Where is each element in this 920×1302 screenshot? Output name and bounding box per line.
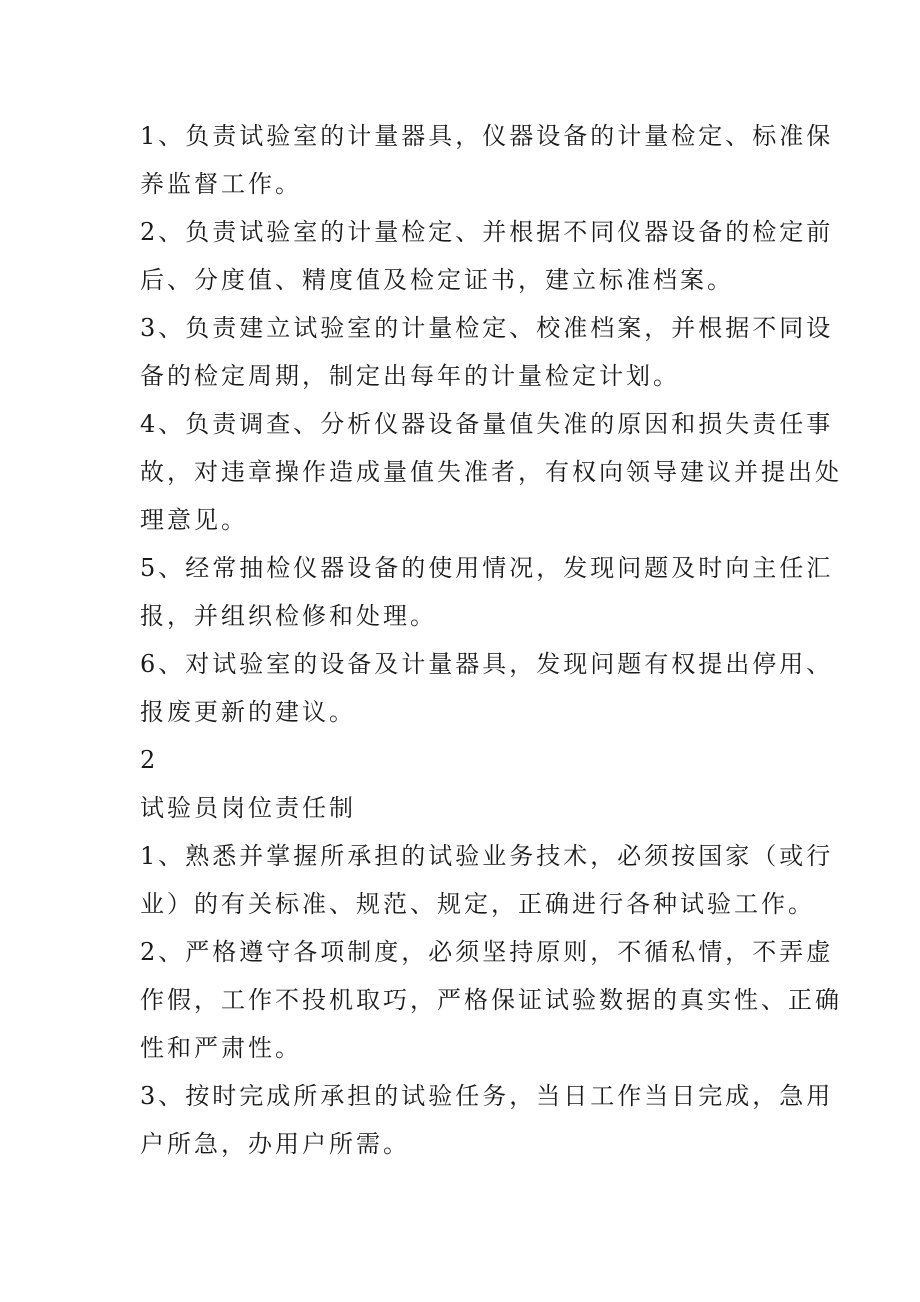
list-item — [140, 640, 834, 736]
text-line: 养监督工作。 — [140, 170, 302, 198]
text-line: 后、分度值、精度值及检定证书，建立标准档案。 — [140, 266, 734, 294]
text-line: 户所急，办用户所需。 — [140, 1130, 410, 1158]
section-title: 试验员岗位责任制 — [140, 794, 356, 822]
text-line: 2、严格遵守各项制度，必须坚持原则，不循私情，不弄虚 — [140, 938, 834, 966]
section-number: 2 — [140, 746, 159, 774]
text-line: 备的检定周期，制定出每年的计量检定计划。 — [140, 362, 680, 390]
text-line: 故，对违章操作造成量值失准者，有权向领导建议并提出处 — [140, 458, 842, 486]
text-line: 2、负责试验室的计量检定、并根据不同仪器设备的检定前 — [140, 218, 834, 246]
list-item — [140, 400, 842, 544]
text-line: 理意见。 — [140, 506, 248, 534]
list-item — [140, 208, 834, 304]
list-item — [140, 928, 842, 1072]
list-item — [140, 832, 834, 928]
text-line: 性和严肃性。 — [140, 1034, 302, 1062]
list-item — [140, 1072, 834, 1168]
text-line: 报，并组织检修和处理。 — [140, 602, 437, 630]
list-item — [140, 112, 834, 208]
text-line: 业）的有关标准、规范、规定，正确进行各种试验工作。 — [140, 890, 815, 918]
document-body — [140, 112, 842, 1168]
text-line: 3、负责建立试验室的计量检定、校准档案，并根据不同设 — [140, 314, 834, 342]
text-line: 6、对试验室的设备及计量器具，发现问题有权提出停用、 — [140, 650, 834, 678]
text-line: 1、熟悉并掌握所承担的试验业务技术，必须按国家（或行 — [140, 842, 834, 870]
text-line: 报废更新的建议。 — [140, 698, 356, 726]
text-line: 作假，工作不投机取巧，严格保证试验数据的真实性、正确 — [140, 986, 842, 1014]
list-item — [140, 544, 834, 640]
text-line: 3、按时完成所承担的试验任务，当日工作当日完成，急用 — [140, 1082, 834, 1110]
text-line: 1、负责试验室的计量器具，仪器设备的计量检定、标准保 — [140, 122, 834, 150]
text-line: 4、负责调查、分析仪器设备量值失准的原因和损失责任事 — [140, 410, 834, 438]
list-item — [140, 304, 834, 400]
text-line: 5、经常抽检仪器设备的使用情况，发现问题及时向主任汇 — [140, 554, 834, 582]
